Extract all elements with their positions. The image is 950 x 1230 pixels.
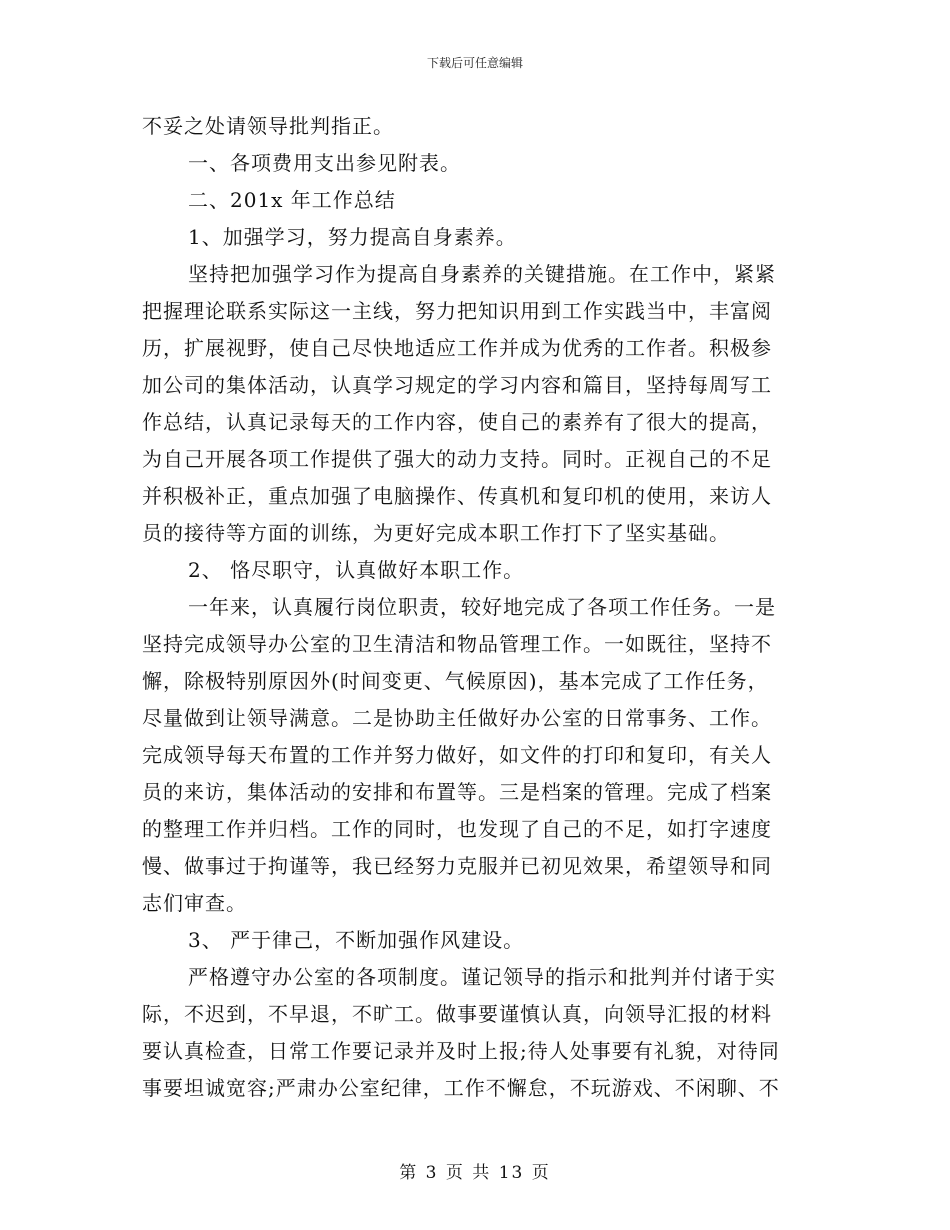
text-line: 历，扩展视野，使自己尽快地适应工作并成为优秀的工作者。积极参 bbox=[142, 336, 772, 360]
text-line: 员的来访，集体活动的安排和布置等。三是档案的管理。完成了档案 bbox=[142, 780, 772, 804]
text-line: 加公司的集体活动，认真学习规定的学习内容和篇目，坚持每周写工 bbox=[142, 373, 772, 397]
text-line: 一年来，认真履行岗位职责，较好地完成了各项工作任务。一是 bbox=[188, 595, 776, 619]
text-line: 完成领导每天布置的工作并努力做好，如文件的打印和复印，有关人 bbox=[142, 743, 772, 767]
text-line: 的整理工作并归档。工作的同时，也发现了自己的不足，如打字速度 bbox=[142, 817, 772, 841]
text-line: 作总结，认真记录每天的工作内容，使自己的素养有了很大的提高， bbox=[142, 410, 772, 434]
text-line: 二、201x 年工作总结 bbox=[188, 188, 396, 212]
page-footer: 第 3 页 共 13 页 bbox=[399, 1163, 551, 1183]
text-line: 坚持把加强学习作为提高自身素养的关键措施。在工作中，紧紧 bbox=[188, 262, 776, 286]
text-line: 慢、做事过于拘谨等，我已经努力克服并已初见效果，希望领导和同 bbox=[142, 854, 772, 878]
page-header: 下载后可任意编辑 bbox=[426, 56, 523, 70]
text-line: 严格遵守办公室的各项制度。谨记领导的指示和批判并付诸于实 bbox=[188, 965, 776, 989]
text-line: 际，不迟到，不早退，不旷工。做事要谨慎认真，向领导汇报的材料 bbox=[142, 1002, 772, 1026]
text-line: 尽量做到让领导满意。二是协助主任做好办公室的日常事务、工作。 bbox=[142, 706, 772, 730]
text-line: 坚持完成领导办公室的卫生清洁和物品管理工作。一如既往，坚持不 bbox=[142, 632, 772, 656]
text-line: 事要坦诚宽容;严肃办公室纪律，工作不懈怠，不玩游戏、不闲聊、不 bbox=[142, 1076, 780, 1100]
text-line: 一、各项费用支出参见附表。 bbox=[188, 151, 461, 175]
text-line: 1、加强学习，努力提高自身素养。 bbox=[188, 225, 517, 249]
text-line: 员的接待等方面的训练，为更好完成本职工作打下了坚实基础。 bbox=[142, 521, 730, 545]
document-body bbox=[142, 108, 810, 1107]
text-line: 志们审查。 bbox=[142, 891, 247, 915]
text-line: 懈，除极特别原因外(时间变更、气候原因)，基本完成了工作任务， bbox=[142, 669, 769, 693]
text-line: 要认真检查，日常工作要记录并及时上报;待人处事要有礼貌，对待同 bbox=[142, 1039, 780, 1063]
text-line: 不妥之处请领导批判指正。 bbox=[142, 114, 394, 138]
text-line: 3、 严于律己，不断加强作风建设。 bbox=[188, 928, 525, 952]
text-line: 把握理论联系实际这一主线，努力把知识用到工作实践当中，丰富阅 bbox=[142, 299, 772, 323]
text-line: 并积极补正，重点加强了电脑操作、传真机和复印机的使用，来访人 bbox=[142, 484, 772, 508]
text-line: 2、 恪尽职守，认真做好本职工作。 bbox=[188, 558, 525, 582]
text-line: 为自己开展各项工作提供了强大的动力支持。同时。正视自己的不足 bbox=[142, 447, 772, 471]
